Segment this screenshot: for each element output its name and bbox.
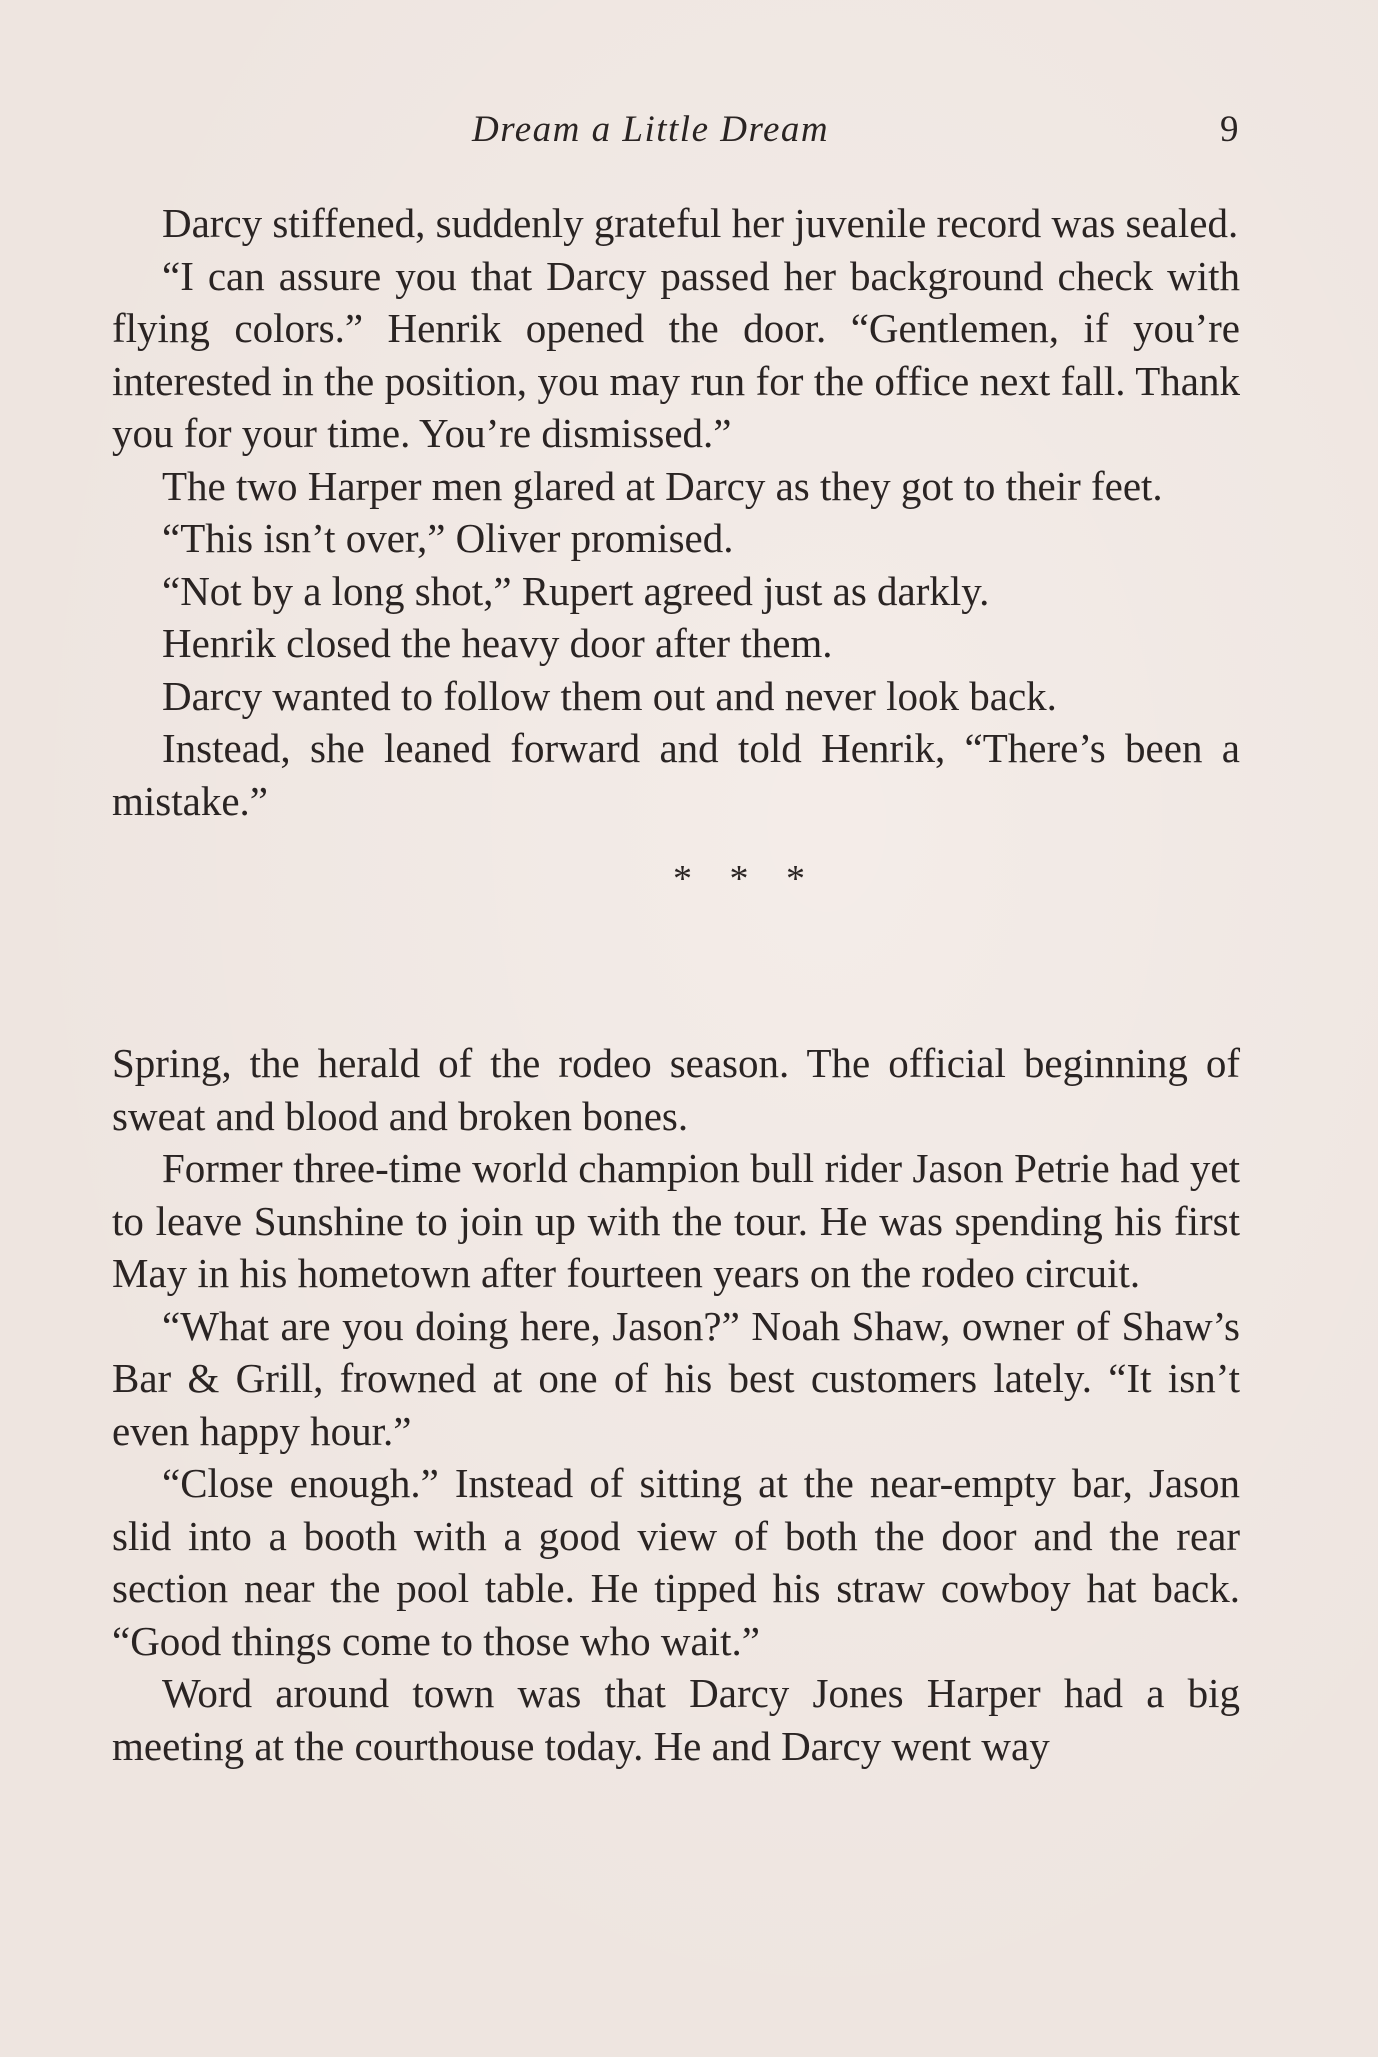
paragraph: Darcy stiffened, suddenly grateful her juvenile record was sealed. [162, 200, 1239, 246]
paragraph: “This isn’t over,” Oliver promised. [162, 515, 734, 561]
page-number: 9 [1220, 109, 1239, 150]
paragraph: “Not by a long shot,” Rupert agreed just as darkly. [162, 567, 990, 614]
paragraph: “Close enough.” Instead of sitting at the near-empty bar, Jason slid into a booth with a good view of both the door and the rear section near the pool table. He tipped his straw cowboy hat back. “Good things come to those who wait.” [112, 1460, 1240, 1664]
running-header [0, 108, 1378, 158]
paragraph: Spring, the herald of the rodeo season. The official beginning of sweat and blood and broken bones. [112, 1040, 1240, 1139]
paragraph: Instead, she leaned forward and told Henrik, “There’s been a mistake.” [112, 725, 1240, 824]
body-text [112, 197, 1240, 1772]
paragraph: Henrik closed the heavy door after them. [162, 620, 833, 666]
book-title: Dream a Little Dream [472, 109, 830, 150]
paragraph: “I can assure you that Darcy passed her background check with flying colors.” Henrik opened the door. “Gentlemen, if you’re interested in the position, you may run for the office next fall. Thank you for your time. You’re dismissed.” [112, 252, 1240, 456]
paragraph: Former three-time world champion bull rider Jason Petrie had yet to leave Sunshine to join up with the tour. He was spending his first May in his hometown after fourteen years on the rodeo circuit. [112, 1145, 1240, 1296]
paragraph: The two Harper men glared at Darcy as they got to their feet. [162, 462, 1163, 509]
paragraph: Darcy wanted to follow them out and never look back. [162, 672, 1057, 719]
scene-break: * * * [673, 858, 819, 900]
paragraph: “What are you doing here, Jason?” Noah Shaw, owner of Shaw’s Bar & Grill, frowned at one of his best customers lately. “It isn’t even happy hour.” [112, 1302, 1240, 1454]
paragraph: Word around town was that Darcy Jones Harper had a big meeting at the courthouse today. He and Darcy went way [112, 1670, 1240, 1769]
